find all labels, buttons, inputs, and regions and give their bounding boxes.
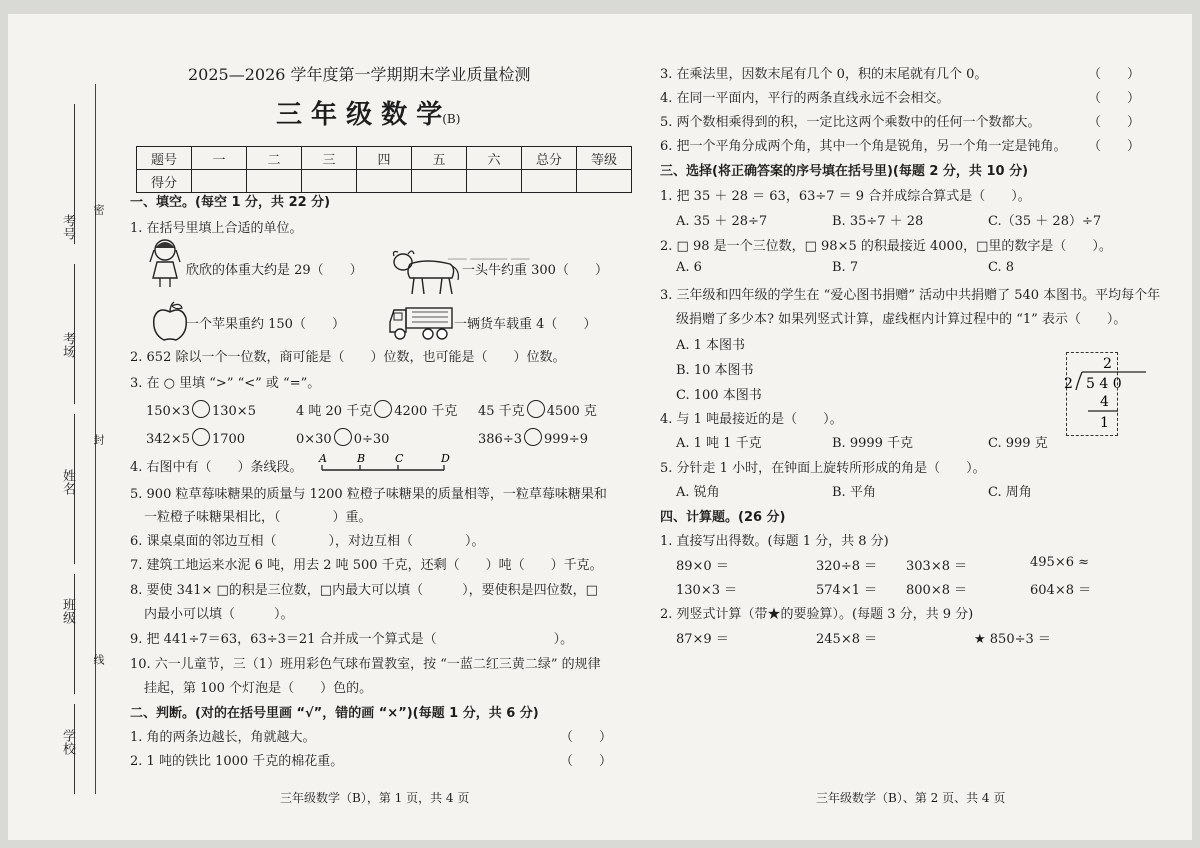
judge-6-answer[interactable]: （ ） — [1088, 139, 1141, 154]
exam-title: 2025—2026 学年度第一学期期末学业质量检测 — [188, 65, 531, 84]
feng-label: 封 — [92, 434, 105, 445]
judge-2-answer[interactable]: （ ） — [560, 754, 613, 769]
choice-2-option-b[interactable]: B. 7 — [832, 260, 859, 275]
q1b-text: 一头牛约重 300（ ） — [462, 263, 608, 278]
choice-3-line1: 3. 三年级和四年级的学生在 “爱心图书捐赠” 活动中共捐赠了 540 本图书。平均每个年 — [660, 288, 1161, 303]
q10-line1: 10. 六一儿童节，三（1）班用彩色气球布置教室，按 “一蓝二红三黄二绿” 的规律 — [130, 657, 601, 672]
vertical-calc-item: 87×9 ＝ — [676, 632, 729, 647]
compare-circle[interactable] — [527, 400, 545, 418]
choice-1-option-c[interactable]: C.（35 ＋ 28）÷7 — [988, 214, 1102, 229]
division-dividend: 5 4 0 — [1086, 376, 1122, 392]
calc-item: 130×3 ＝ — [676, 583, 738, 598]
choice-4-option-b[interactable]: B. 9999 千克 — [832, 436, 914, 451]
exam-sheet — [8, 14, 1192, 840]
compare-circle[interactable] — [192, 400, 210, 418]
page-2-footer: 三年级数学（B）、第 2 页、共 4 页 — [816, 791, 1006, 805]
page-1-footer: 三年级数学（B），第 1 页，共 4 页 — [280, 791, 470, 805]
score-header-cell: 二 — [247, 147, 302, 170]
choice-4-option-c[interactable]: C. 999 克 — [988, 436, 1048, 451]
score-cell[interactable] — [467, 170, 522, 193]
score-header-cell: 一 — [192, 147, 247, 170]
judge-1-text: 1. 角的两条边越长，角就越大。 — [130, 730, 316, 745]
choice-3-line2: 级捐赠了多少本? 如果列竖式计算，虚线框内计算过程中的 “1” 表示（ ）。 — [676, 312, 1127, 327]
score-cell[interactable] — [412, 170, 467, 193]
calc-item: 574×1 ＝ — [816, 583, 878, 598]
q1a-text: 欣欣的体重大约是 29（ ） — [186, 263, 363, 278]
calc-item: 495×6 ≈ — [1030, 555, 1090, 570]
truck-icon — [388, 302, 454, 342]
q6-text: 6. 课桌桌面的邻边互相（ ），对边互相（ ）。 — [130, 534, 485, 549]
q10-line2: 挂起，第 100 个灯泡是（ ）色的。 — [144, 681, 373, 696]
choice-4-option-a[interactable]: A. 1 吨 1 千克 — [676, 436, 762, 451]
q3-compare-3: 45 千克 4500 克 — [478, 400, 597, 419]
q3-compare-5: 0×30 0÷30 — [296, 428, 389, 447]
score-cell[interactable] — [302, 170, 357, 193]
long-division — [1058, 336, 1158, 436]
choice-5-text: 5. 分针走 1 小时，在钟面上旋转所形成的角是（ ）。 — [660, 461, 986, 476]
q7-text: 7. 建筑工地运来水泥 6 吨，用去 2 吨 500 千克，还剩（ ）吨（ ）千克。 — [130, 558, 603, 573]
apple-icon — [150, 300, 190, 342]
judge-6-text: 6. 把一个平角分成两个角，其中一个角是锐角，另一个角一定是钝角。 — [660, 139, 1067, 154]
mi-label: 密 — [92, 204, 105, 215]
point-b-label: B — [357, 452, 366, 465]
q5-line2: 一粒橙子味糖果相比，（ ）重。 — [144, 510, 372, 525]
division-quotient: 2 — [1103, 356, 1112, 372]
q8-line2: 内最小可以填（ ）。 — [144, 607, 294, 622]
score-cell[interactable] — [192, 170, 247, 193]
score-header-cell: 四 — [357, 147, 412, 170]
q3-text: 3. 在 ○ 里填 “>” “<” 或 “=”。 — [130, 376, 321, 391]
compare-circle[interactable] — [374, 400, 392, 418]
score-cell[interactable] — [357, 170, 412, 193]
point-d-label: D — [441, 452, 450, 465]
calc-item: 800×8 ＝ — [906, 583, 968, 598]
xian-label: 线 — [92, 654, 105, 665]
compare-circle[interactable] — [524, 428, 542, 446]
xuexiao-label: 学校 — [60, 729, 75, 755]
xingming-label: 姓名 — [60, 469, 75, 495]
calc-2-instruction: 2. 列竖式计算（带★的要验算）。(每题 3 分，共 9 分) — [660, 607, 974, 622]
section-1-title: 一、填空。(每空 1 分，共 22 分) — [130, 195, 331, 210]
calc-1-instruction: 1. 直接写出得数。(每题 1 分，共 8 分) — [660, 534, 889, 549]
score-header-cell: 等级 — [577, 147, 632, 170]
choice-2-option-a[interactable]: A. 6 — [676, 260, 702, 275]
q1-text: 1. 在括号里填上合适的单位。 — [130, 221, 303, 236]
kaohao-label: 考号 — [60, 214, 75, 240]
q1c-text: 一个苹果重约 150（ ） — [186, 317, 345, 332]
judge-1-answer[interactable]: （ ） — [560, 730, 613, 745]
choice-5-option-a[interactable]: A. 锐角 — [676, 485, 720, 500]
score-header-cell: 题号 — [137, 147, 192, 170]
score-row-label: 得分 — [137, 170, 192, 193]
judge-4-answer[interactable]: （ ） — [1088, 91, 1141, 106]
q2-text: 2. 652 除以一个一位数，商可能是（ ）位数，也可能是（ ）位数。 — [130, 350, 566, 365]
choice-1-option-b[interactable]: B. 35÷7 ＋ 28 — [832, 214, 924, 229]
choice-2-option-c[interactable]: C. 8 — [988, 260, 1015, 275]
point-a-label: A — [319, 452, 327, 465]
q3-compare-1: 150×3 130×5 — [146, 400, 256, 419]
score-cell[interactable] — [247, 170, 302, 193]
q9-text: 9. 把 441÷7＝63，63÷3＝21 合并成一个算式是（ ）。 — [130, 632, 574, 647]
segment-diagram — [314, 450, 470, 476]
score-table — [136, 146, 632, 193]
score-cell[interactable] — [577, 170, 632, 193]
q3-compare-2: 4 吨 20 千克 4200 千克 — [296, 400, 457, 419]
q3-compare-6: 386÷3 999÷9 — [478, 428, 588, 447]
judge-5-answer[interactable]: （ ） — [1088, 115, 1141, 130]
calc-item: 604×8 ＝ — [1030, 583, 1092, 598]
score-header-cell: 六 — [467, 147, 522, 170]
section-4-title: 四、计算题。(26 分) — [660, 510, 786, 525]
choice-4-text: 4. 与 1 吨最接近的是（ ）。 — [660, 412, 843, 427]
choice-5-option-b[interactable]: B. 平角 — [832, 485, 876, 500]
choice-3-option-c[interactable]: C. 100 本图书 — [676, 388, 762, 403]
compare-circle[interactable] — [192, 428, 210, 446]
choice-1-option-a[interactable]: A. 35 ＋ 28÷7 — [676, 214, 768, 229]
kaochang-label: 考场 — [60, 332, 75, 358]
q3-compare-4: 342×5 1700 — [146, 428, 245, 447]
judge-4-text: 4. 在同一平面内，平行的两条直线永远不会相交。 — [660, 91, 950, 106]
calc-item: 320÷8 ＝ — [816, 559, 878, 574]
q5-line1: 5. 900 粒草莓味糖果的质量与 1200 粒橙子味糖果的质量相等，一粒草莓味糖果和 — [130, 487, 607, 502]
calc-item: 303×8 ＝ — [906, 559, 968, 574]
division-remainder: 1 — [1100, 415, 1109, 431]
choice-3-option-a[interactable]: A. 1 本图书 — [676, 338, 746, 353]
q4-text: 4. 右图中有（ ）条线段。 — [130, 460, 303, 475]
vertical-calc-item: 245×8 ＝ — [816, 632, 878, 647]
calc-item: 89×0 ＝ — [676, 559, 729, 574]
q1d-text: 一辆货车载重 4（ ） — [454, 317, 597, 332]
score-cell[interactable] — [522, 170, 577, 193]
choice-5-option-c[interactable]: C. 周角 — [988, 485, 1032, 500]
score-header-cell: 总分 — [522, 147, 577, 170]
girl-icon — [146, 236, 184, 288]
judge-5-text: 5. 两个数相乘得到的积，一定比这两个乘数中的任何一个数都大。 — [660, 115, 1041, 130]
judge-3-text: 3. 在乘法里，因数末尾有几个 0，积的末尾就有几个 0。 — [660, 67, 988, 82]
choice-3-option-b[interactable]: B. 10 本图书 — [676, 363, 754, 378]
score-header-cell: 五 — [412, 147, 467, 170]
subject-title: 三 年 级 数 学(B) — [276, 100, 461, 130]
section-3-title: 三、选择(将正确答案的序号填在括号里)(每题 2 分，共 10 分) — [660, 164, 1029, 179]
division-divisor: 2 — [1064, 376, 1073, 392]
cow-icon — [386, 246, 462, 298]
bleed-through: ▁▁ ▁▁▁▁ ▁▁ — [448, 246, 530, 260]
banji-label: 班级 — [60, 598, 75, 624]
judge-2-text: 2. 1 吨的铁比 1000 千克的棉花重。 — [130, 754, 344, 769]
compare-circle[interactable] — [334, 428, 352, 446]
vertical-calc-item: ★ 850÷3 ＝ — [974, 632, 1051, 647]
division-product: 4 — [1100, 394, 1109, 410]
q8-line1: 8. 要使 341× □的积是三位数，□内最大可以填（ ），要使积是四位数，□ — [130, 583, 598, 598]
judge-3-answer[interactable]: （ ） — [1088, 67, 1141, 82]
score-header-cell: 三 — [302, 147, 357, 170]
banji-underline — [74, 574, 75, 694]
choice-1-text: 1. 把 35 ＋ 28 ＝ 63，63÷7 ＝ 9 合并成综合算式是（ ）。 — [660, 189, 1031, 204]
section-2-title: 二、判断。(对的在括号里画 “√”，错的画 “×”)(每题 1 分，共 6 分) — [130, 706, 539, 721]
choice-2-text: 2. □ 98 是一个三位数，□ 98×5 的积最接近 4000，□里的数字是（ ）。 — [660, 239, 1112, 254]
point-c-label: C — [395, 452, 404, 465]
